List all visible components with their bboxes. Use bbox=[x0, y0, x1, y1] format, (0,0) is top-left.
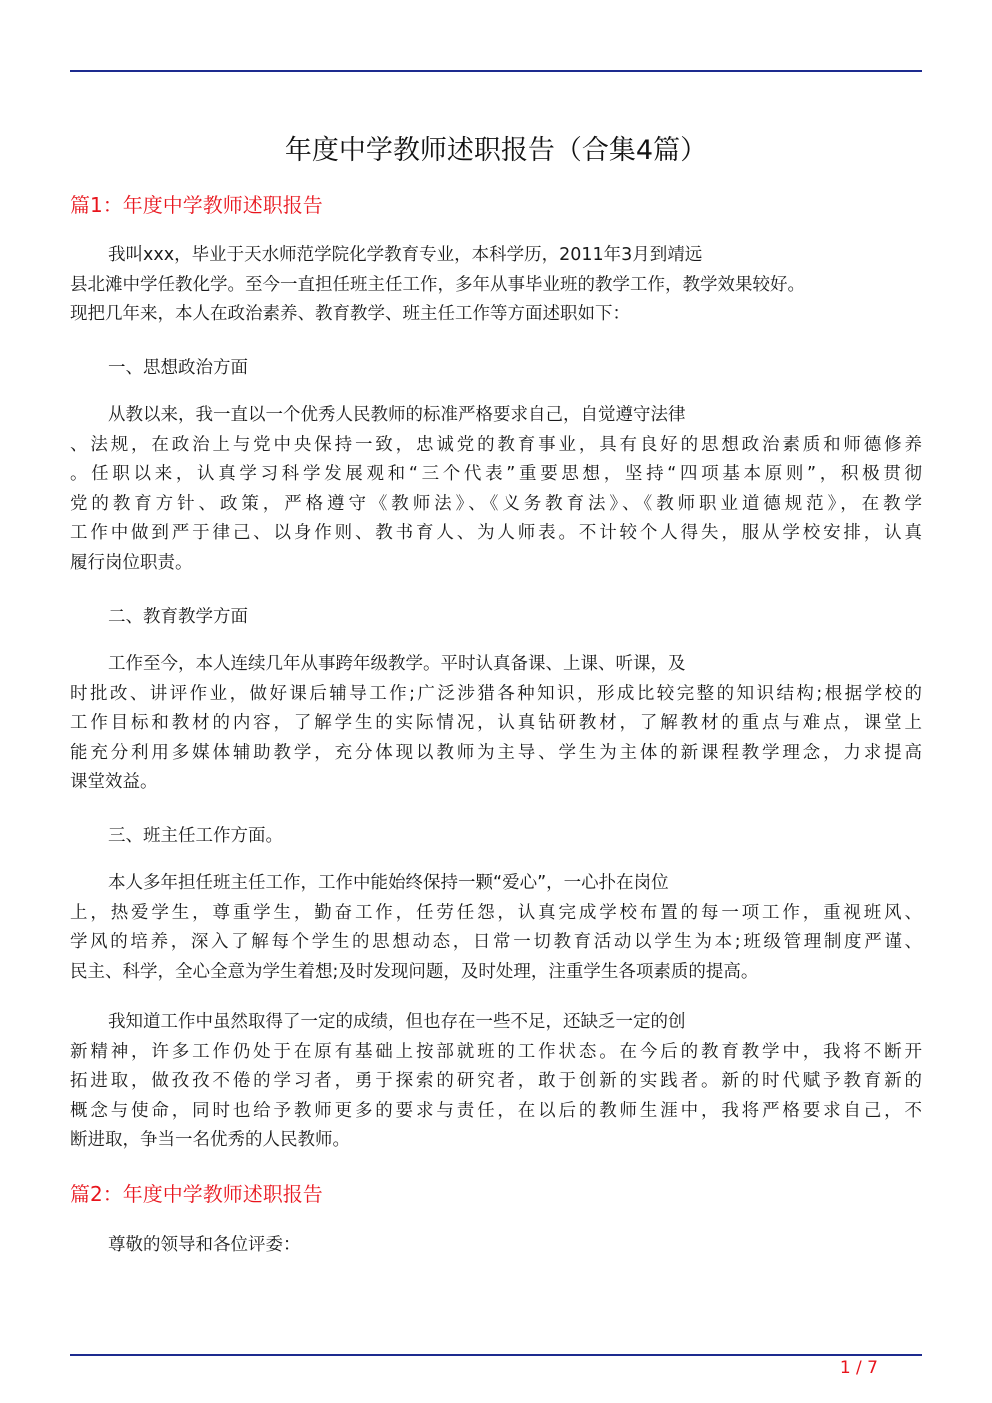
text-line: 工作目标和教材的内容，了解学生的实际情况，认真钻研教材，了解教材的重点与难点，课堂上 bbox=[70, 713, 922, 733]
document-title: 年度中学教师述职报告（合集4篇） bbox=[284, 135, 708, 166]
text-line: 尊敬的领导和各位评委： bbox=[108, 1235, 301, 1255]
text-line: 我叫xxx，毕业于天水师范学院化学教育专业，本科学历，2011年3月到靖远 bbox=[108, 245, 703, 265]
text-line: 现把几年来，本人在政治素养、教育教学、班主任工作等方面述职如下： bbox=[70, 304, 630, 324]
intro-paragraph bbox=[70, 241, 922, 330]
greeting-paragraph bbox=[70, 1231, 922, 1261]
text-line: 上，热爱学生，尊重学生，勤奋工作，任劳任怨，认真完成学校布置的每一项工作，重视班风、 bbox=[70, 902, 922, 923]
text-line: 履行岗位职责。 bbox=[70, 552, 193, 573]
subsection-heading-class-teacher: 三、班主任工作方面。 bbox=[108, 826, 283, 846]
teaching-paragraph bbox=[70, 650, 922, 798]
header-rule bbox=[70, 70, 922, 72]
text-line: 新精神，许多工作仍处于在原有基础上按部就班的工作状态。在今后的教育教学中，我将不断开 bbox=[70, 1041, 922, 1062]
text-line: 拓进取，做孜孜不倦的学习者，勇于探索的研究者，敢于创新的实践者。新的时代赋予教育新的 bbox=[70, 1071, 922, 1091]
subsection-heading-teaching: 二、教育教学方面 bbox=[108, 607, 248, 627]
text-line: 党的教育方针、政策，严格遵守《教师法》、《义务教育法》、《教师职业道德规范》，在教学 bbox=[70, 493, 922, 514]
politics-paragraph bbox=[70, 401, 922, 578]
text-line: 工作至今，本人连续几年从事跨年级教学。平时认真备课、上课、听课，及 bbox=[108, 654, 686, 674]
section-2-heading: 篇2：年度中学教师述职报告 bbox=[70, 1182, 323, 1206]
text-line: 县北滩中学任教化学。至今一直担任班主任工作，多年从事毕业班的教学工作，教学效果较好。 bbox=[70, 274, 805, 295]
text-line: 我知道工作中虽然取得了一定的成绩，但也存在一些不足，还缺乏一定的创 bbox=[108, 1012, 686, 1032]
text-line: 时批改、讲评作业，做好课后辅导工作;广泛涉猎各种知识，形成比较完整的知识结构;根据学校的 bbox=[70, 683, 922, 704]
text-line: 概念与使命，同时也给予教师更多的要求与责任，在以后的教师生涯中，我将严格要求自己，不 bbox=[70, 1100, 922, 1121]
section-1-heading: 篇1：年度中学教师述职报告 bbox=[70, 193, 323, 217]
class-teacher-paragraph bbox=[70, 869, 922, 987]
text-line: 工作中做到严于律己、以身作则、教书育人、为人师表。不计较个人得失，服从学校安排，认真 bbox=[70, 523, 922, 543]
text-line: 。任职以来，认真学习科学发展观和“三个代表”重要思想，坚持“四项基本原则”，积极贯彻 bbox=[70, 464, 922, 484]
text-line: 课堂效益。 bbox=[70, 772, 158, 792]
text-line: 本人多年担任班主任工作，工作中能始终保持一颗“爱心”，一心扑在岗位 bbox=[108, 873, 669, 893]
footer-rule bbox=[70, 1354, 922, 1356]
closing-paragraph bbox=[70, 1008, 922, 1156]
text-line: 民主、科学，全心全意为学生着想;及时发现问题，及时处理，注重学生各项素质的提高。 bbox=[70, 961, 759, 982]
text-line: 从教以来，我一直以一个优秀人民教师的标准严格要求自己，自觉遵守法律 bbox=[108, 405, 686, 425]
text-line: 、法规，在政治上与党中央保持一致，忠诚党的教育事业，具有良好的思想政治素质和师德修养 bbox=[70, 434, 922, 455]
page-number: 1 / 7 bbox=[839, 1358, 878, 1378]
text-line: 能充分利用多媒体辅助教学，充分体现以教师为主导、学生为主体的新课程教学理念，力求提高 bbox=[70, 742, 922, 763]
subsection-heading-politics: 一、思想政治方面 bbox=[108, 358, 248, 378]
text-line: 断进取，争当一名优秀的人民教师。 bbox=[70, 1130, 350, 1150]
text-line: 学风的培养，深入了解每个学生的思想动态，日常一切教育活动以学生为本;班级管理制度严谨、 bbox=[70, 932, 922, 952]
